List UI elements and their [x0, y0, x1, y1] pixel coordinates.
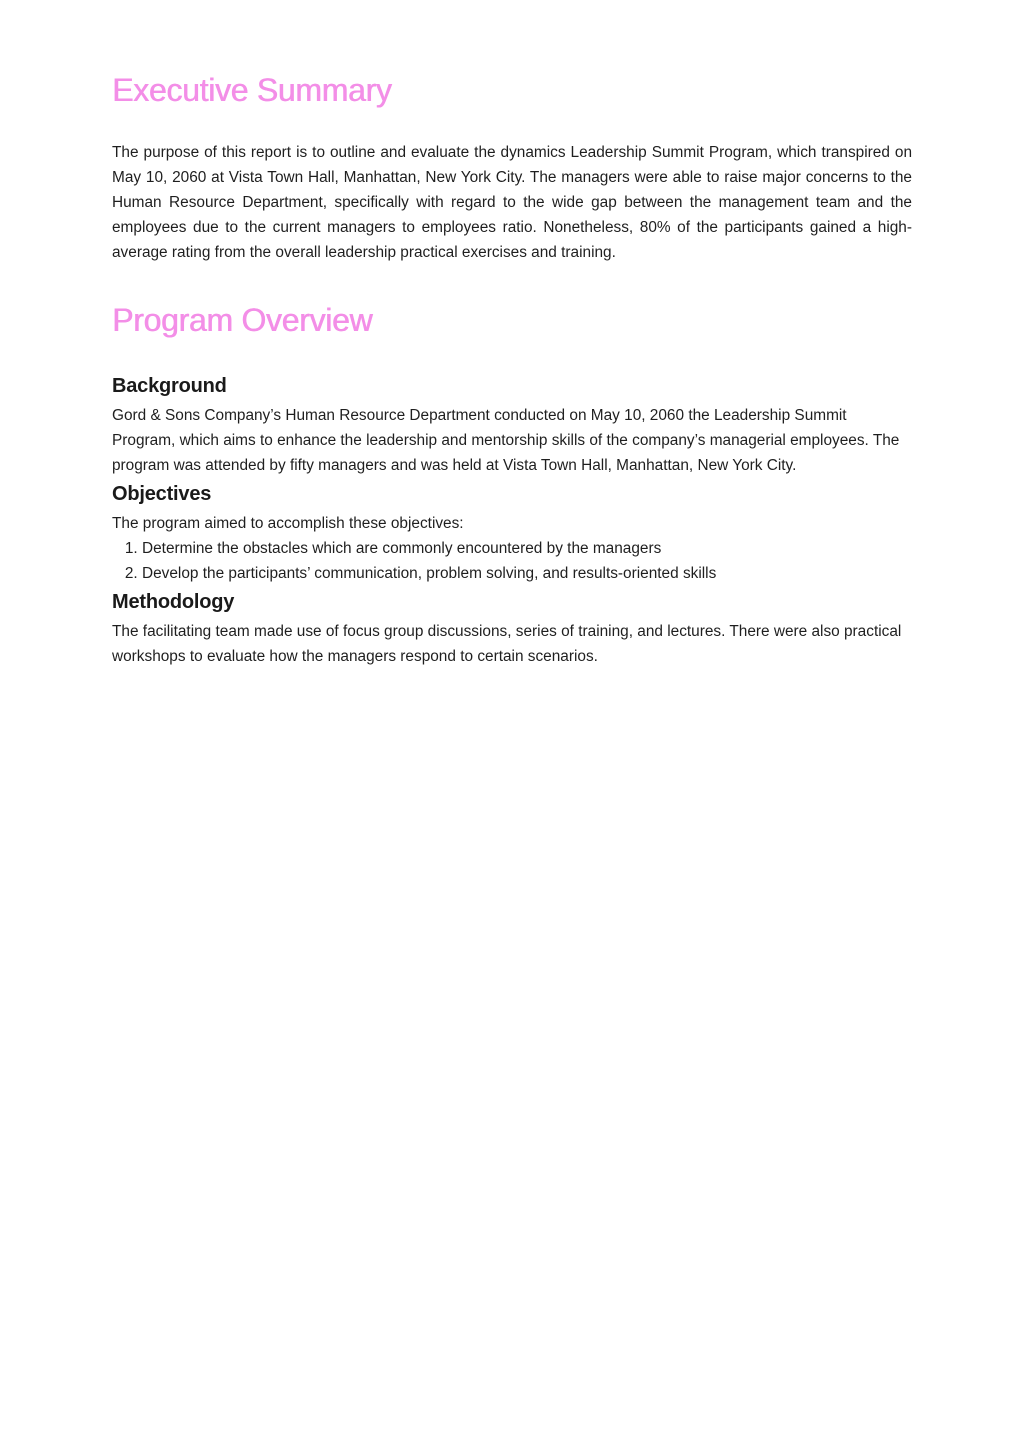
background-heading: Background [112, 375, 227, 397]
executive-summary-paragraph: The purpose of this report is to outline and evaluate the dynamics Leadership Summit Program, which transpired on May 10, 2060 at Vista Town Hall, Manhattan, New York City. The managers were able to raise major concerns to the Human Resource Department, specifically with regard to the wide gap between the management team and the employees due to the current managers to employees ratio. Nonetheless, 80% of the participants gained a high-average rating from the overall leadership practical exercises and training. [112, 144, 912, 261]
methodology-heading: Methodology [112, 591, 235, 613]
executive-summary-heading: Executive Summary [112, 72, 392, 108]
objectives-heading: Objectives [112, 483, 212, 505]
methodology-paragraph: The facilitating team made use of focus group discussions, series of training, and lectures. There were also practical workshops to evaluate how the managers respond to certain scenarios. [112, 623, 902, 665]
background-paragraph: Gord & Sons Company’s Human Resource Department conducted on May 10, 2060 the Leadership Summit Program, which aims to enhance the leadership and mentorship skills of the company’s managerial employees. The program was attended by fifty managers and was held at Vista Town Hall, Manhattan, New York City. [112, 407, 900, 474]
objectives-list [112, 536, 912, 586]
objective-item: 1. Determine the obstacles which are commonly encountered by the managers [142, 536, 912, 561]
program-overview-heading: Program Overview [112, 302, 373, 338]
objectives-intro: The program aimed to accomplish these objectives: [112, 515, 464, 532]
objective-item: 2. Develop the participants’ communication, problem solving, and results-oriented skills [142, 561, 912, 586]
